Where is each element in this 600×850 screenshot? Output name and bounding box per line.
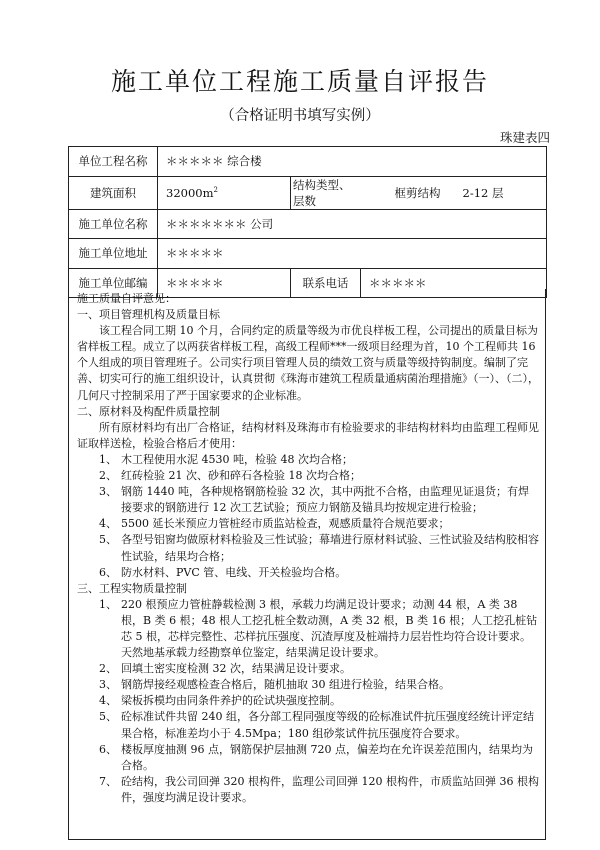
list-item (77, 565, 539, 581)
postcode-value: ＊＊＊＊＊ (158, 268, 291, 298)
project-info-table (68, 146, 547, 298)
project-name-value: ＊＊＊＊＊ 综合楼 (158, 147, 547, 177)
phone-label: 联系电话 (291, 268, 361, 298)
list-item-number: 3、 (99, 678, 117, 692)
table-row (69, 239, 547, 269)
unit-name-value: ＊＊＊＊＊＊＊ 公司 (158, 209, 547, 239)
list-item-number: 2、 (99, 662, 117, 676)
address-value: ＊＊＊＊＊ (158, 239, 547, 269)
list-item-text: 防水材料、PVC 管、电线、开关检验均合格。 (121, 565, 347, 579)
list-item-number: 6、 (99, 742, 117, 756)
list-item-text: 木工程使用水泥 4530 吨，检验 48 次均合格； (121, 452, 353, 466)
table-row (69, 209, 547, 239)
list-item-text: 各型号铝窗均做原材料检验及三性试验；幕墙进行原材料试验、三性试验及结构胶相容性试验，结果均合格； (121, 533, 539, 563)
address-label: 施工单位地址 (69, 239, 158, 269)
section-1-paragraph: 该工程合同工期 10 个月，合同约定的质量等级为市优良样板工程，公司提出的质量目标为省样板工程。成立了以两获省样板工程，高级工程师***一级项目经理为首，10 个工程师共 16 个人组成的项目管理班子。公司实行项目管理人员的绩效工资与质量等级持钩制度。编制了完善、切实可行的施工组织设计，认真贯彻《珠海市建筑工程质量通病菌治理措施》（一）、（二），几何尺寸控制采用了严于国家要求的企业标准。 (77, 324, 539, 402)
list-item-number: 7、 (99, 774, 117, 788)
table-row (69, 176, 547, 209)
list-item-number: 4、 (99, 517, 117, 531)
section-2-title: 二、原材料及构配件质量控制 (77, 404, 220, 418)
section-3-title: 三、工程实物质量控制 (77, 581, 187, 595)
list-item (77, 693, 539, 709)
list-item-number: 1、 (99, 452, 117, 466)
area-value: $32000m^2$ (158, 176, 291, 209)
list-item-number: 2、 (99, 469, 117, 483)
unit-name-label: 施工单位名称 (69, 209, 158, 239)
report-subtitle: （合格证明书填写实例） (220, 108, 380, 124)
list-item-number: 5、 (99, 533, 117, 547)
list-item-text: 砼标准试件共留 240 组，各分部工程同强度等级的砼标准试件抗压强度经统计评定结果合格，标准差均小于 4.5Mpa；180 组砂浆试件抗压强度符合要求。 (121, 710, 534, 740)
section-1-title: 一、项目管理机构及质量目标 (77, 308, 220, 322)
list-item-text: 220 根预应力管桩静载检测 3 根，承载力均满足设计要求；动测 44 根，A 类 38 根，B 类 6 根；48 根人工挖孔桩全数动测，A 类 32 根，B 类 16 根；人工挖孔桩钻芯 5 根，芯样完整性、芯样抗压强度、沉渣厚度及桩端持力层岩性均符合设计要求。天然地基承载力经勘察单位鉴定，结果满足设计要求。 (121, 597, 538, 660)
floor-count: 2-12 层 (462, 185, 504, 200)
list-item (77, 774, 539, 806)
list-item (77, 677, 539, 693)
self-assessment-section (68, 289, 546, 840)
list-item-text: 砼结构，我公司回弹 320 根构件，监理公司回弹 120 根构件，市质监站回弹 36 根构件，强度均满足设计要求。 (121, 774, 539, 804)
structure-value (361, 176, 547, 209)
list-item-number: 3、 (99, 485, 117, 499)
section-2-paragraph: 所有原材料均有出厂合格证，结构材料及珠海市有检验要求的非结构材料均由监理工程师见证取样送检，检验合格后才使用： (77, 420, 539, 450)
list-item-text: 5500 延长米预应力管桩经市质监站检查，观感质量符合规范要求； (121, 517, 450, 531)
list-item (77, 661, 539, 677)
list-item-text: 钢筋 1440 吨，各种规格钢筋检验 32 次，其中两批不合格，由监理见证退货；有焊接要求的钢筋进行 12 次工艺试验；预应力钢筋及锚具均按规定进行检验； (121, 485, 529, 515)
list-item-number: 4、 (99, 694, 117, 708)
report-title: 施工单位工程施工质量自评报告 (110, 67, 489, 96)
list-item-text: 钢筋焊接经观感检查合格后，随机抽取 30 组进行检验，结果合格。 (121, 678, 450, 692)
form-code: 珠建表四 (499, 130, 550, 145)
list-item-text: 红砖检验 21 次、砂和碎石各检验 18 次均合格； (121, 469, 361, 483)
list-item (77, 468, 539, 484)
section-3-list (77, 597, 539, 806)
list-item-text: 回填土密实度检测 32 次，结果满足设计要求。 (121, 662, 351, 676)
list-item (77, 532, 539, 564)
list-item-text: 楼板厚度抽测 96 点，钢筋保护层抽测 720 点，偏差均在允许误差范围内，结果均为合格。 (121, 742, 533, 772)
phone-value: ＊＊＊＊＊ (361, 268, 547, 298)
table-row (69, 147, 547, 177)
list-item (77, 484, 539, 516)
list-item (77, 452, 539, 468)
list-item-number: 5、 (99, 710, 117, 724)
list-item (77, 516, 539, 532)
report-heading: 施工质量自评意见： (77, 292, 176, 305)
project-name-label: 单位工程名称 (69, 147, 158, 177)
structure-type: 框剪结构 (394, 185, 441, 200)
list-item (77, 709, 539, 741)
list-item-text: 梁板拆模均由同条件养护的砼试块强度控制。 (121, 694, 341, 708)
list-item (77, 597, 539, 661)
list-item-number: 6、 (99, 565, 117, 579)
postcode-label: 施工单位邮编 (69, 268, 158, 298)
section-2-list (77, 452, 539, 581)
list-item (77, 742, 539, 774)
list-item-number: 1、 (99, 597, 117, 611)
area-label: 建筑面积 (69, 176, 158, 209)
structure-label: 结构类型、层数 (291, 176, 361, 209)
